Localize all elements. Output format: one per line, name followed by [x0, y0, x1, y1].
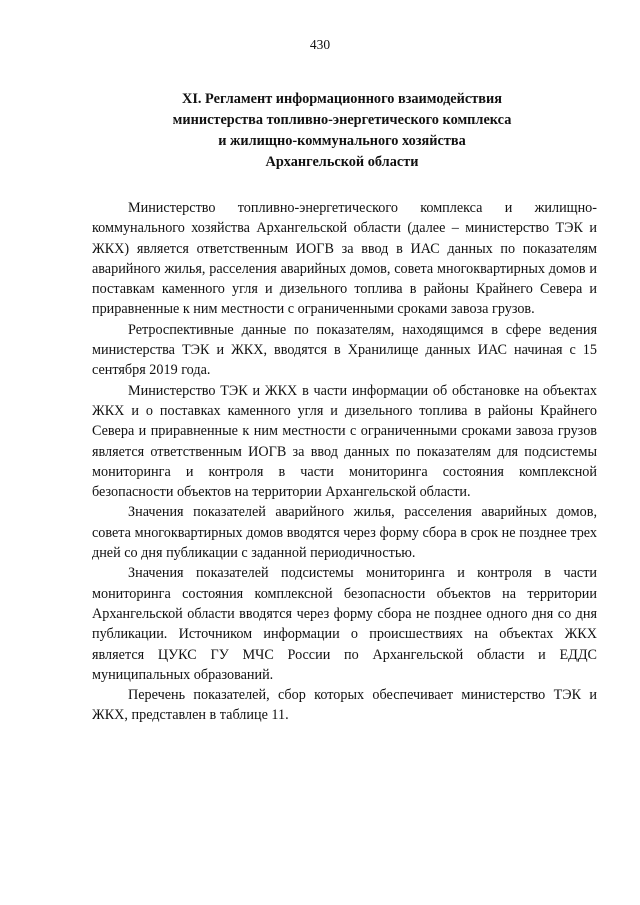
paragraph: Значения показателей подсистемы мониторинга и контроля в части мониторинга состояния комплексной безопасности объектов на территории Архангельской области вводятся через форму сбора не позднее одного дня со дня публикации. Источником информации о происшествиях на объектах ЖКХ является ЦУКС ГУ МЧС России по Архангельской области и ЕДДС муниципальных образований.	[92, 565, 597, 683]
body-text	[92, 198, 597, 726]
heading-line: министерства топливно-энергетического комплекса	[172, 112, 512, 128]
heading-line: и жилищно-коммунального хозяйства	[218, 133, 466, 149]
paragraph: Министерство топливно-энергетического комплекса и жилищно-коммунального хозяйства Архангельской области (далее – министерство ТЭК и ЖКХ) является ответственным ИОГВ за ввод в ИАС данных по показателям аварийного жилья, расселения аварийных домов, совета многоквартирных домов и поставкам каменного угля и дизельного топлива в районы Крайнего Севера и приравненные к ним местности с ограниченными сроками завоза грузов.	[92, 200, 597, 318]
section-heading	[92, 89, 592, 173]
heading-line: XI. Регламент информационного взаимодействия	[182, 91, 502, 107]
paragraph: Значения показателей аварийного жилья, расселения аварийных домов, совета многоквартирных домов вводятся через форму сбора в срок не позднее трех дней со дня публикации с заданной периодичностью.	[92, 504, 597, 562]
heading-line: Архангельской области	[265, 154, 419, 170]
paragraph: Перечень показателей, сбор которых обеспечивает министерство ТЭК и ЖКХ, представлен в таблице 11.	[92, 687, 597, 724]
page-number: 430	[309, 37, 331, 52]
paragraph: Ретроспективные данные по показателям, находящимся в сфере ведения министерства ТЭК и ЖКХ, вводятся в Хранилище данных ИАС начиная с 15 сентября 2019 года.	[92, 321, 597, 379]
paragraph: Министерство ТЭК и ЖКХ в части информации об обстановке на объектах ЖКХ и о поставках каменного угля и дизельного топлива в районы Крайнего Севера и приравненные к ним местности с ограниченными сроками завоза грузов является ответственным ИОГВ за ввод данных по показателям для подсистемы мониторинга и контроля в части мониторинга состояния комплексной безопасности объектов на территории Архангельской области.	[92, 382, 597, 501]
